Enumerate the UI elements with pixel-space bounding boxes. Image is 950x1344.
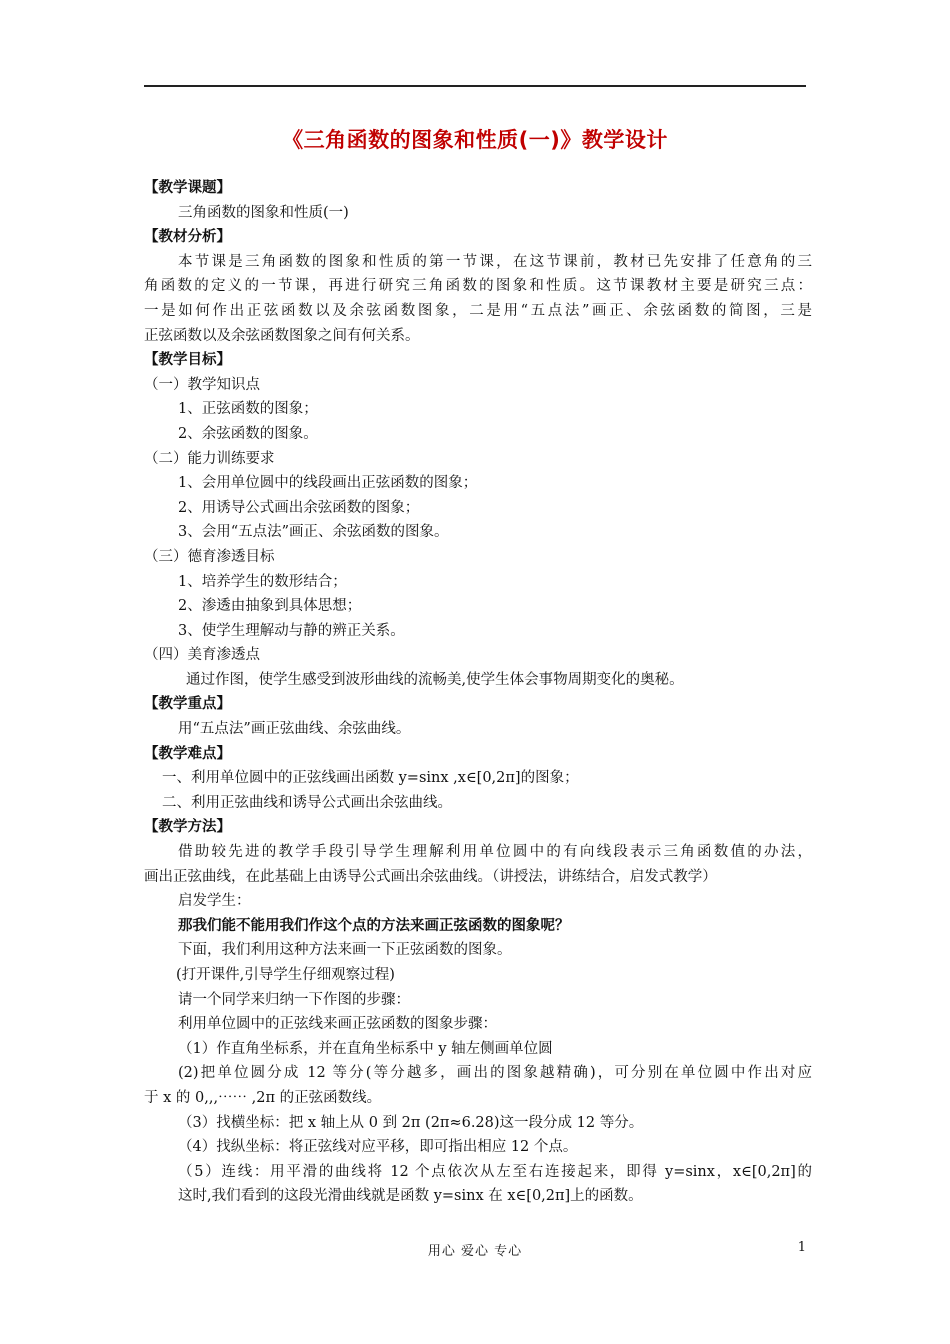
methods-line: 下面，我们利用这种方法来画一下正弦函数的图象。 xyxy=(178,942,512,959)
key-point-text: 用“五点法”画正弦曲线、余弦曲线。 xyxy=(178,721,411,738)
analysis-line: 正弦函数以及余弦函数图象之间有何关系。 xyxy=(144,327,420,344)
analysis-line: 角函数的定义的一节课，再进行研究三角函数的图象和性质。这节课教材主要是研究三点： xyxy=(144,278,812,295)
step-item: 这时,我们看到的这段光滑曲线就是函数 y=sinx 在 x∈[0,2π]上的函数。 xyxy=(178,1188,643,1205)
section-heading-difficulties: 【教学难点】 xyxy=(144,745,231,762)
methods-line: 那我们能不能用我们作这个点的方法来画正弦函数的图象呢？ xyxy=(178,916,570,934)
objective-subheading: （三）德育渗透目标 xyxy=(144,548,275,565)
objective-subheading: （四）美育渗透点 xyxy=(144,647,260,664)
section-heading-methods: 【教学方法】 xyxy=(144,819,231,836)
step-item: （1）作直角坐标系，并在直角坐标系中 y 轴左侧画单位圆 xyxy=(178,1040,553,1057)
methods-line: 请一个同学来归纳一下作图的步骤： xyxy=(178,991,410,1008)
header-rule xyxy=(144,85,806,87)
objective-item: 2、余弦函数的图象。 xyxy=(178,425,318,442)
objective-item: 3、会用“五点法”画正、余弦函数的图象。 xyxy=(178,524,449,541)
objective-item: 1、会用单位圆中的线段画出正弦函数的图象； xyxy=(178,475,478,492)
step-item: (2)把单位圆分成 12 等分(等分越多，画出的图象越精确)，可分别在单位圆中作出对应 xyxy=(178,1065,812,1082)
difficulty-item: 一、利用单位圆中的正弦线画出函数 y=sinx ,x∈[0,2π]的图象； xyxy=(162,770,579,787)
difficulty-item: 二、利用正弦曲线和诱导公式画出余弦曲线。 xyxy=(162,794,452,811)
objective-subheading: （一）教学知识点 xyxy=(144,376,260,393)
document-body xyxy=(144,176,812,1209)
methods-line: 启发学生： xyxy=(178,893,251,910)
section-heading-key-points: 【教学重点】 xyxy=(144,696,231,713)
methods-line: 利用单位圆中的正弦线来画正弦函数的图象步骤： xyxy=(178,1016,497,1033)
methods-line: 借助较先进的教学手段引导学生理解利用单位圆中的有向线段表示三角函数值的办法， xyxy=(178,844,812,861)
objective-item: 1、正弦函数的图象； xyxy=(178,401,318,418)
objective-item: 1、培养学生的数形结合； xyxy=(178,573,347,590)
step-item: （4）找纵坐标：将正弦线对应平移，即可指出相应 12 个点。 xyxy=(178,1139,578,1156)
document-title: 《三角函数的图象和性质(一)》教学设计 xyxy=(282,128,668,152)
step-item: 于 x 的 0,,,⋯⋯ ,2π 的正弦函数线。 xyxy=(144,1089,382,1106)
methods-line: (打开课件,引导学生仔细观察过程) xyxy=(176,967,395,983)
footer-text: 用心 爱心 专心 xyxy=(427,1244,523,1259)
objective-item: 3、使学生理解动与静的辨正关系。 xyxy=(178,622,405,639)
objective-subheading: （二）能力训练要求 xyxy=(144,450,275,467)
topic-text: 三角函数的图象和性质(一) xyxy=(178,204,349,221)
objective-item: 2、渗透由抽象到具体思想； xyxy=(178,598,362,615)
objective-item: 2、用诱导公式画出余弦函数的图象； xyxy=(178,499,420,516)
methods-line: 画出正弦曲线，在此基础上由诱导公式画出余弦曲线。（讲授法，讲练结合，启发式教学） xyxy=(144,868,717,885)
analysis-line: 本节课是三角函数的图象和性质的第一节课，在这节课前，教材已先安排了任意角的三 xyxy=(178,253,812,270)
step-item: （3）找横坐标：把 x 轴上从 0 到 2π (2π≈6.28)这一段分成 12 等分。 xyxy=(178,1114,644,1131)
page-number: 1 xyxy=(797,1240,806,1255)
section-heading-topic: 【教学课题】 xyxy=(144,180,231,196)
analysis-line: 一是如何作出正弦函数以及余弦函数图象，二是用“五点法”画正、余弦函数的简图，三是 xyxy=(144,302,812,319)
step-item: （5）连线：用平滑的曲线将 12 个点依次从左至右连接起来，即得 y=sinx，x∈[0,2π]的 xyxy=(178,1163,812,1180)
objective-item: 通过作图，使学生感受到波形曲线的流畅美,使学生体会事物周期变化的奥秘。 xyxy=(186,671,684,688)
section-heading-analysis: 【教材分析】 xyxy=(144,229,231,246)
section-heading-objectives: 【教学目标】 xyxy=(144,352,231,369)
